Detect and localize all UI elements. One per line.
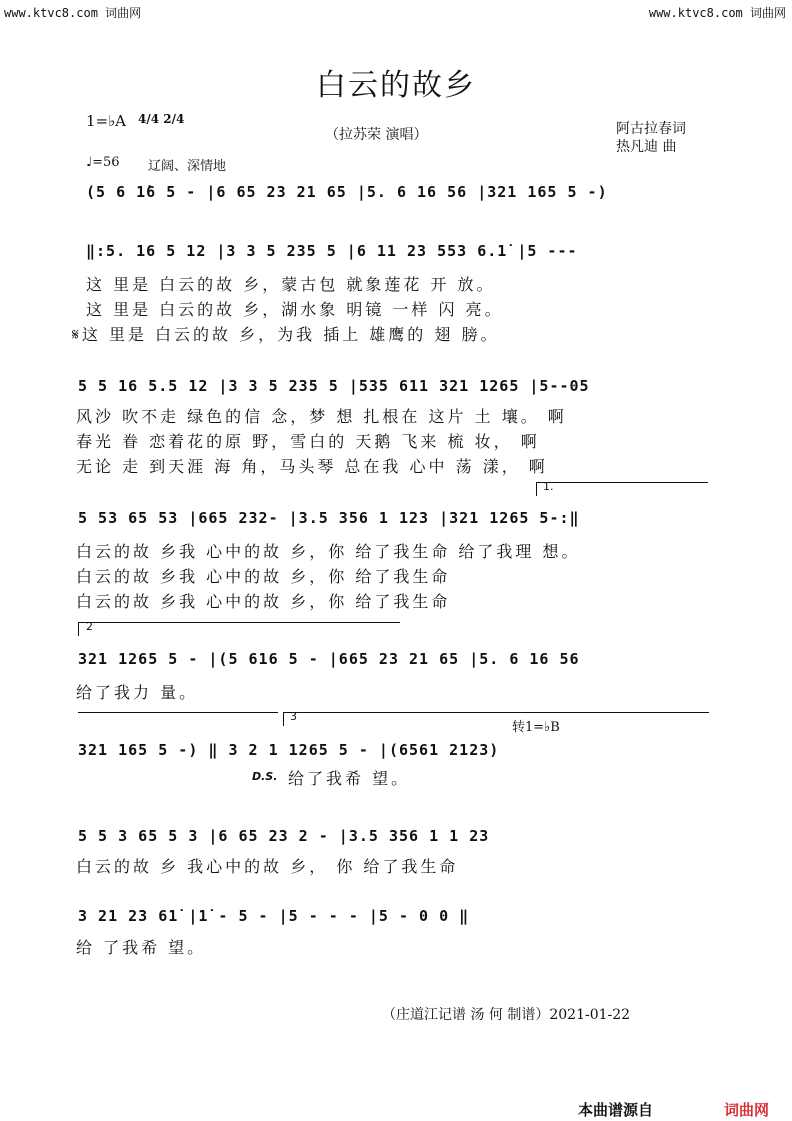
page-title: 白云的故乡 [316, 68, 476, 103]
score-line: 5 53 65 53 |665 232- |3.5 356 1 123 |321 1265 5-:‖ [78, 509, 580, 527]
score-line: 3 21 23 61̇ |1̇ - 5 - |5 - - - |5 - 0 0 ‖ [78, 907, 470, 925]
score-line: 321 1265 5 - |(5 616 5 - |665 23 21 65 |5. 6 16 56 [78, 650, 580, 668]
singer: （拉苏荣 演唱） [325, 127, 428, 143]
expression-marking: 辽阔、深情地 [148, 159, 227, 174]
lyric-line: 这 里是 白云的故 乡，湖水象 明镜 一样 闪 亮。 [86, 300, 504, 319]
lyricist: 阿古拉春词 [616, 121, 686, 137]
volta-bracket: 3 [290, 710, 297, 723]
score-line: ‖:5. 16 5 12 |3 3 5 235 5 |6 11 23 553 6.1̇ |5 --- [86, 242, 578, 260]
lyric-line: 给了我力 量。 [76, 683, 199, 702]
brand-logo[interactable]: 词曲网 [724, 1101, 770, 1119]
key-signature: 1=♭A [86, 112, 127, 130]
tempo: ♩=56 [86, 155, 120, 170]
volta-bracket: 2 [86, 620, 93, 633]
composer: 热凡迪 曲 [616, 139, 677, 155]
score-line: 321 165 5 -) ‖ 3 2 1 1265 5 - |(6561 2123) [78, 741, 500, 759]
lyric-line: 𝄋这 里是 白云的故 乡，为我 插上 雄鹰的 翅 膀。 [72, 325, 500, 344]
lyric-line: 白云的故 乡我 心中的故 乡，你 给了我生命 [76, 567, 451, 586]
lyric-line: 白云的故 乡我 心中的故 乡，你 给了我生命 给了我理 想。 [76, 542, 581, 561]
transcription-credit: （庄道江记谱 汤 何 制谱）2021-01-22 [382, 1007, 631, 1023]
dal-segno: D.S. [252, 770, 278, 783]
key-change: 转1=♭B [512, 720, 560, 735]
lyric-line: 无论 走 到天涯 海 角，马头琴 总在我 心中 荡 漾， 啊 [76, 457, 548, 476]
lyric-line: 白云的故 乡 我心中的故 乡， 你 给了我生命 [76, 857, 459, 876]
time-signature: 4/4 2/4 [138, 112, 185, 126]
lyric-line: 这 里是 白云的故 乡，蒙古包 就象莲花 开 放。 [86, 275, 496, 294]
lyric-line: 春光 眷 恋着花的原 野，雪白的 天鹅 飞来 梳 妆， 啊 [76, 432, 540, 451]
volta-bracket: 1. [543, 480, 554, 493]
watermark-right: www.ktvc8.com 词曲网 [648, 6, 786, 20]
lyric-line: 给 了我希 望。 [76, 938, 207, 957]
source-label: 本曲谱源自 [578, 1101, 654, 1119]
lyric-line: 风沙 吹不走 绿色的信 念，梦 想 扎根在 这片 土 壤。 啊 [76, 407, 567, 426]
lyric-line: 给了我希 望。 [288, 769, 411, 788]
lyric-line: 白云的故 乡我 心中的故 乡，你 给了我生命 [76, 592, 451, 611]
score-line: 5 5 3 65 5 3 |6 65 23 2 - |3.5 356 1 1 23 [78, 827, 490, 845]
score-line: (5 6 1̇6 5 - |6 65 23 21 65 |5. 6 16 56 |321 165 5 -) [86, 183, 608, 201]
watermark-left: www.ktvc8.com 词曲网 [4, 6, 142, 20]
score-line: 5 5 16 5.5 12 |3 3 5 235 5 |535 611 321 1265 |5--05 [78, 377, 590, 395]
